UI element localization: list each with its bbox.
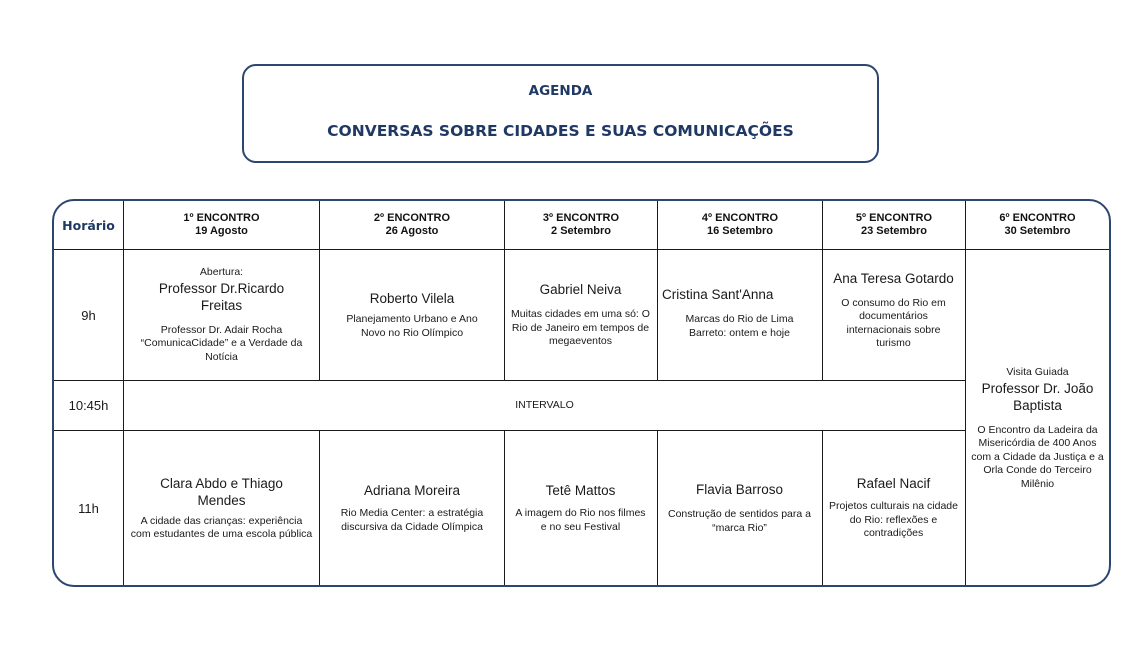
- session-description: Professor Dr. Adair Rocha “ComunicaCidade” e a Verdade da Notícia: [140, 323, 303, 363]
- encontro-date: 19 Agosto: [195, 225, 248, 237]
- encontro-label: 2º ENCONTRO: [373, 212, 451, 224]
- agenda-title: CONVERSAS SOBRE CIDADES E SUAS COMUNICAÇÕES: [327, 122, 794, 140]
- time-label: 10:45h: [68, 398, 109, 413]
- speaker-name: Rafael Nacif: [856, 476, 931, 492]
- speaker-name: Professor Dr.Ricardo Freitas: [158, 280, 285, 313]
- session-cell: [826, 250, 961, 380]
- time-header-cell: [54, 201, 123, 249]
- time-header: Horário: [62, 217, 115, 233]
- time-slot-2: [54, 381, 123, 430]
- session-prefix: Abertura:: [199, 266, 244, 278]
- session-description: Muitas cidades em uma só: O Rio de Janeiro em tempos de megaeventos: [511, 308, 650, 348]
- session-cell: [326, 431, 498, 585]
- session-description: Rio Media Center: a estratégia discursiva da Cidade Olímpica: [340, 507, 484, 533]
- encontro-header-4: [658, 201, 822, 249]
- agenda-header-box: [242, 64, 879, 163]
- session-prefix: Visita Guiada: [1006, 366, 1069, 378]
- session-cell: [662, 250, 817, 380]
- speaker-name: Flavia Barroso: [695, 482, 784, 497]
- encontro-label: 6º ENCONTRO: [999, 212, 1076, 224]
- time-label: 9h: [81, 307, 96, 323]
- agenda-label: AGENDA: [528, 83, 593, 99]
- encontro-date: 26 Agosto: [385, 225, 439, 237]
- encontro-label: 5º ENCONTRO: [855, 212, 933, 224]
- speaker-name: Roberto Vilela: [369, 291, 455, 306]
- encontro-label: 3º ENCONTRO: [542, 212, 620, 224]
- encontro-header-3: [505, 201, 657, 249]
- session-description: Planejamento Urbano e Ano Novo no Rio Olímpico: [346, 313, 478, 339]
- session-cell: [826, 431, 961, 585]
- encontro-header-2: [320, 201, 504, 249]
- encontro-date: 30 Setembro: [1004, 225, 1071, 237]
- encontro-header-5: [823, 201, 965, 249]
- time-slot-3: [54, 431, 123, 585]
- session-description: A imagem do Rio nos filmes e no seu Festival: [515, 507, 646, 533]
- speaker-name: Gabriel Neiva: [539, 282, 622, 298]
- session-cell: [130, 431, 313, 585]
- speaker-name: Professor Dr. João Baptista: [981, 380, 1094, 413]
- session-cell: [509, 250, 652, 380]
- session-cell: [509, 431, 652, 585]
- time-slot-1: [54, 250, 123, 380]
- session-cell: [662, 431, 817, 585]
- session-description: Construção de sentidos para a “marca Rio”: [667, 508, 811, 534]
- time-label: 11h: [78, 500, 99, 516]
- speaker-name: Cristina Sant'Anna: [662, 287, 774, 302]
- sixth-encontro-cell: [970, 250, 1105, 585]
- encontro-date: 2 Setembro: [551, 225, 611, 237]
- encontro-date: 23 Setembro: [860, 225, 928, 237]
- session-description: O consumo do Rio em documentários internacionais sobre turismo: [841, 296, 946, 349]
- encontro-header-1: [124, 201, 319, 249]
- encontro-header-6: [966, 201, 1109, 249]
- speaker-name: Tetê Mattos: [545, 483, 616, 498]
- schedule-table: [52, 199, 1111, 587]
- session-cell: [326, 250, 498, 380]
- speaker-name: Clara Abdo e Thiago Mendes: [160, 475, 283, 508]
- encontro-label: 4º ENCONTRO: [701, 212, 779, 224]
- intervalo-label: INTERVALO: [515, 398, 574, 411]
- intervalo-cell: [124, 381, 965, 430]
- speaker-name: Ana Teresa Gotardo: [833, 270, 954, 286]
- speaker-name: Adriana Moreira: [363, 483, 461, 498]
- session-description: A cidade das crianças: experiência com estudantes de uma escola pública: [130, 514, 313, 540]
- session-description: O Encontro da Ladeira da Misericórdia de 400 Anos com a Cidade da Justiça e a Orla Conde do Terceiro Milênio: [971, 423, 1104, 490]
- session-description: Projetos culturais na cidade do Rio: reflexões e contradições: [829, 500, 958, 540]
- encontro-label: 1º ENCONTRO: [183, 212, 260, 224]
- session-cell: [130, 250, 313, 380]
- encontro-date: 16 Setembro: [706, 225, 774, 237]
- session-description: Marcas do Rio de Lima Barreto: ontem e hoje: [685, 313, 794, 339]
